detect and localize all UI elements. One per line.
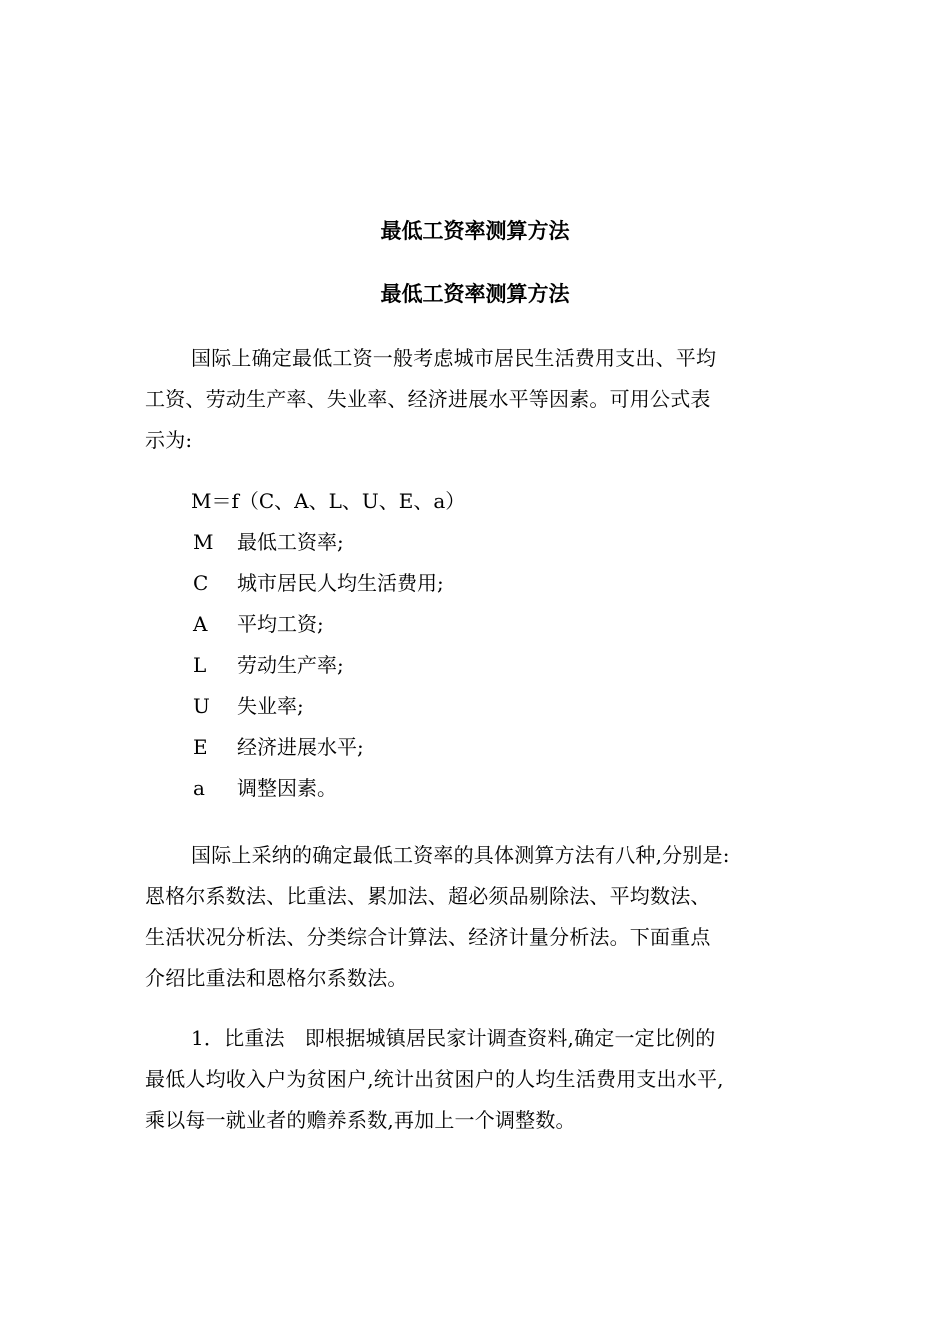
variable-symbol: L [193,653,207,677]
section1-paragraph [145,1018,805,1141]
variable-description: 调整因素。 [237,776,337,800]
variable-description: 劳动生产率; [237,653,344,677]
methods-line: 介绍比重法和恩格尔系数法。 [145,966,408,990]
variable-symbol: E [193,735,208,759]
variable-list [191,522,444,809]
methods-paragraph [145,835,805,999]
methods-line: 恩格尔系数法、比重法、累加法、超必须品剔除法、平均数法、 [145,884,711,908]
variable-description: 最低工资率; [237,530,344,554]
variable-symbol: M [193,530,214,554]
intro-line: 国际上确定最低工资一般考虑城市居民生活费用支出、平均 [191,346,717,370]
variable-symbol: a [193,776,205,800]
document-title: 最低工资率测算方法 [380,219,570,243]
section1-line: 乘以每一就业者的赡养系数,再加上一个调整数。 [145,1108,576,1132]
intro-paragraph [145,338,805,461]
methods-line: 国际上采纳的确定最低工资率的具体测算方法有八种,分别是: [191,843,730,867]
variable-description: 经济进展水平; [237,735,364,759]
variable-row [191,768,444,809]
variable-row [191,727,444,768]
variable-row [191,604,444,645]
intro-line: 示为: [145,428,193,452]
variable-row [191,645,444,686]
formula: M＝f（C、A、L、U、E、a） [191,489,466,513]
variable-symbol: U [193,694,210,718]
variable-row [191,563,444,604]
variable-row [191,686,444,727]
variable-description: 城市居民人均生活费用; [237,571,444,595]
variable-symbol: C [193,571,209,595]
intro-line: 工资、劳动生产率、失业率、经济进展水平等因素。可用公式表 [145,387,711,411]
variable-description: 失业率; [237,694,304,718]
section1-line: 1．比重法 即根据城镇居民家计调查资料,确定一定比例的 [191,1026,716,1050]
variable-row [191,522,444,563]
variable-symbol: A [193,612,208,636]
section1-line: 最低人均收入户为贫困户,统计出贫困户的人均生活费用支出水平, [145,1067,724,1091]
document-subtitle: 最低工资率测算方法 [380,282,570,306]
variable-description: 平均工资; [237,612,324,636]
methods-line: 生活状况分析法、分类综合计算法、经济计量分析法。下面重点 [145,925,711,949]
